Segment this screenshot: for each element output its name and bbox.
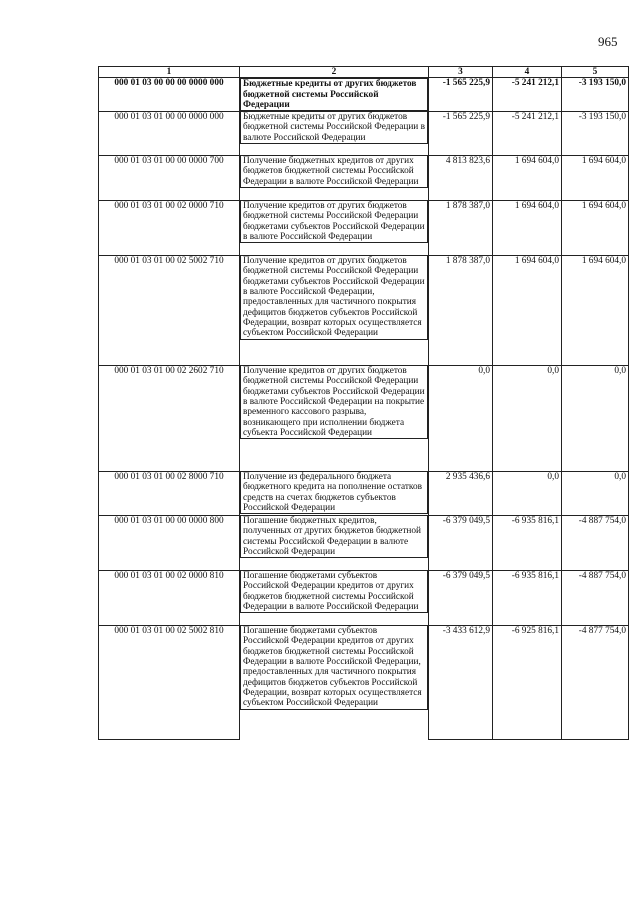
column-header-5: 5 <box>562 67 629 78</box>
value-col-4: 1 694 604,0 <box>493 255 562 365</box>
row-name: Получение кредитов от других бюджетов бюджетной системы Российской Федерации бюджетами субъектов Российской Федерации в валюте Российской Федерации на покрытие временного кассового разрыва, возникающего при исполнении бюджета субъекта Российской Федерации <box>240 365 428 439</box>
budget-classification-code: 000 01 03 01 00 02 0000 710 <box>99 200 240 255</box>
value-col-5: 1 694 604,0 <box>562 200 629 255</box>
row-name: Получение кредитов от других бюджетов бюджетной системы Российской Федерации бюджетами субъектов Российской Федерации в валюте Российской Федерации, предоставленных для частичного покрытия дефицитов бюджетов субъектов Российской Федерации, возврат которых осуществляется субъектом Российской Федерации <box>240 255 428 339</box>
value-col-4: -6 935 816,1 <box>493 570 562 625</box>
value-col-4: -5 241 212,1 <box>493 111 562 155</box>
table-row <box>99 471 629 515</box>
table-row <box>99 625 629 739</box>
table-row <box>99 570 629 625</box>
value-col-5: 0,0 <box>562 471 629 515</box>
value-col-4: -6 925 816,1 <box>493 625 562 739</box>
column-header-4: 4 <box>493 67 562 78</box>
row-name: Погашение бюджетами субъектов Российской Федерации кредитов от других бюджетов бюджетной системы Российской Федерации в валюте Российской Федерации <box>240 570 428 613</box>
value-col-4: -5 241 212,1 <box>493 78 562 111</box>
value-col-5: 0,0 <box>562 365 629 471</box>
budget-classification-code: 000 01 03 01 00 02 5002 710 <box>99 255 240 365</box>
value-col-4: 1 694 604,0 <box>493 200 562 255</box>
column-header-2: 2 <box>240 67 429 78</box>
budget-classification-code: 000 01 03 01 00 00 0000 000 <box>99 111 240 155</box>
table-row <box>99 365 629 471</box>
value-col-3: -1 565 225,9 <box>429 111 493 155</box>
budget-classification-code: 000 01 03 01 00 02 8000 710 <box>99 471 240 515</box>
value-col-3: -6 379 049,5 <box>429 570 493 625</box>
column-header-3: 3 <box>429 67 493 78</box>
value-col-5: -4 877 754,0 <box>562 625 629 739</box>
budget-classification-code: 000 01 03 00 00 00 0000 000 <box>99 78 240 111</box>
value-col-5: 1 694 604,0 <box>562 255 629 365</box>
value-col-4: 0,0 <box>493 365 562 471</box>
value-col-3: 1 878 387,0 <box>429 255 493 365</box>
value-col-5: -4 887 754,0 <box>562 515 629 570</box>
budget-classification-code: 000 01 03 01 00 00 0000 700 <box>99 155 240 200</box>
row-name: Получение из федерального бюджета бюджетного кредита на пополнение остатков средств на счетах бюджетов субъектов Российской Федерации <box>240 471 428 514</box>
row-name: Погашение бюджетных кредитов, полученных от других бюджетов бюджетной системы Российской Федерации в валюте Российской Федерации <box>240 515 428 558</box>
value-col-4: 1 694 604,0 <box>493 155 562 200</box>
table-row <box>99 111 629 155</box>
table-body <box>99 78 629 739</box>
budget-sources-table <box>98 66 629 740</box>
value-col-5: -4 887 754,0 <box>562 570 629 625</box>
value-col-5: 1 694 604,0 <box>562 155 629 200</box>
row-name: Бюджетные кредиты от других бюджетов бюджетной системы Российской Федерации <box>240 78 428 111</box>
row-name: Получение бюджетных кредитов от других бюджетов бюджетной системы Российской Федерации в валюте Российской Федерации <box>240 155 428 188</box>
budget-classification-code: 000 01 03 01 00 02 5002 810 <box>99 625 240 739</box>
value-col-4: 0,0 <box>493 471 562 515</box>
table-row <box>99 515 629 570</box>
budget-classification-code: 000 01 03 01 00 02 2602 710 <box>99 365 240 471</box>
column-number-header-row <box>99 67 629 78</box>
value-col-3: 2 935 436,6 <box>429 471 493 515</box>
value-col-3: -3 433 612,9 <box>429 625 493 739</box>
budget-classification-code: 000 01 03 01 00 00 0000 800 <box>99 515 240 570</box>
value-col-3: -6 379 049,5 <box>429 515 493 570</box>
page-number: 965 <box>598 34 618 49</box>
column-header-1: 1 <box>99 67 240 78</box>
table-row <box>99 200 629 255</box>
row-name: Получение кредитов от других бюджетов бюджетной системы Российской Федерации бюджетами субъектов Российской Федерации в валюте Российской Федерации <box>240 200 428 243</box>
value-col-3: -1 565 225,9 <box>429 78 493 111</box>
row-name: Бюджетные кредиты от других бюджетов бюджетной системы Российской Федерации в валюте Российской Федерации <box>240 111 428 144</box>
value-col-4: -6 935 816,1 <box>493 515 562 570</box>
value-col-5: -3 193 150,0 <box>562 111 629 155</box>
value-col-3: 4 813 823,6 <box>429 155 493 200</box>
value-col-3: 1 878 387,0 <box>429 200 493 255</box>
budget-classification-code: 000 01 03 01 00 02 0000 810 <box>99 570 240 625</box>
table-row <box>99 255 629 365</box>
table-row <box>99 78 629 111</box>
row-name: Погашение бюджетами субъектов Российской Федерации кредитов от других бюджетов бюджетной системы Российской Федерации в валюте Российской Федерации, предоставленных для частичного покрытия дефицитов бюджетов субъектов Российской Федерации, возврат которых осуществляется субъектом Российской Федерации <box>240 625 428 709</box>
table-row <box>99 155 629 200</box>
value-col-3: 0,0 <box>429 365 493 471</box>
value-col-5: -3 193 150,0 <box>562 78 629 111</box>
